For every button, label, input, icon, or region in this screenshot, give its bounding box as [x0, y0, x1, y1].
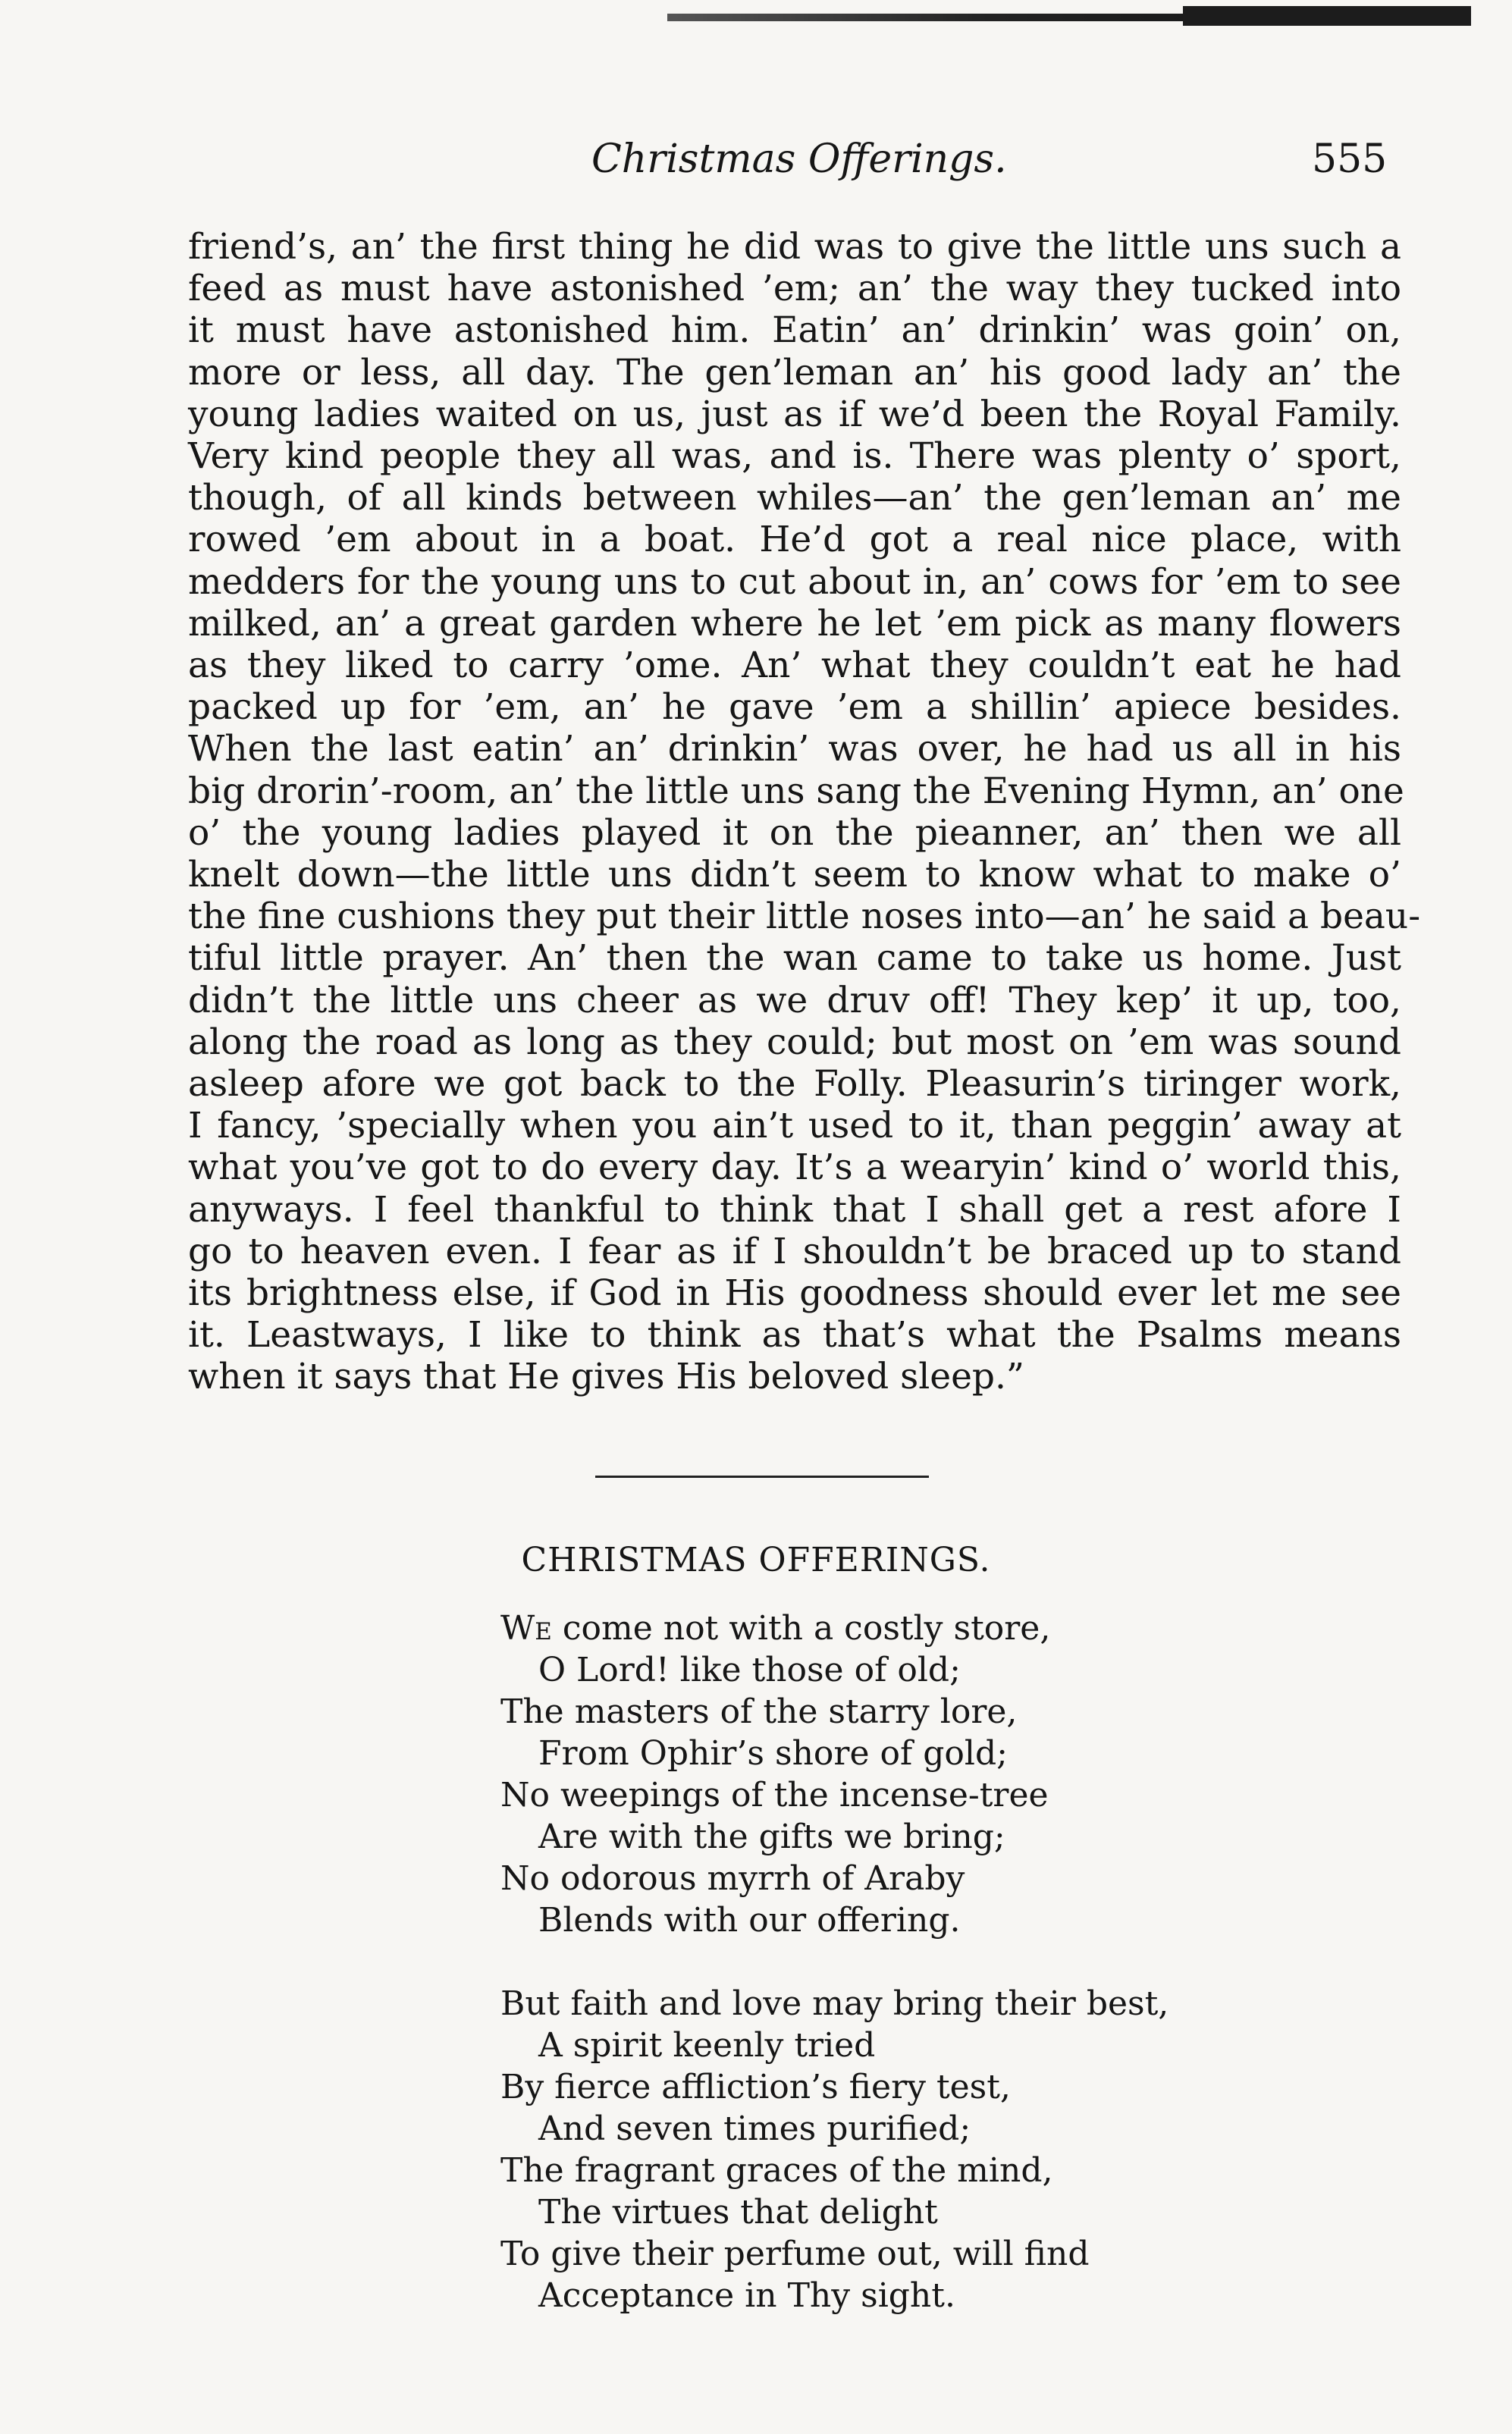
prose-line: though, of all kinds between whiles—an’ the gen’leman an’ me: [188, 477, 1401, 519]
poem-verse: By fierce affliction’s fiery test,: [500, 2068, 1011, 2106]
poem-verse: O Lord! like those of old;: [538, 1651, 961, 1689]
prose-line: didn’t the little uns cheer as we druv off! They kep’ it up, too,: [188, 979, 1401, 1021]
poem-verse: Acceptance in Thy sight.: [538, 2276, 955, 2315]
prose-line: anyways. I feel thankful to think that I shall get a rest afore I: [188, 1188, 1401, 1231]
prose-line: along the road as long as they could; but most on ’em was sound: [188, 1021, 1401, 1063]
prose-line: packed up for ’em, an’ he gave ’em a shillin’ apiece besides.: [188, 686, 1401, 729]
prose-line: young ladies waited on us, just as if we’d been the Royal Family.: [188, 393, 1401, 435]
prose-line: it. Leastways, I like to think as that’s what the Psalms means: [188, 1314, 1401, 1357]
prose-line: tiful little prayer. An’ then the wan came to take us home. Just: [188, 937, 1401, 980]
poem-verse: No odorous myrrh of Araby: [500, 1859, 965, 1898]
poem-verse: From Ophir’s shore of gold;: [538, 1734, 1008, 1773]
prose-line: friend’s, an’ the first thing he did was to give the little uns such a: [188, 226, 1401, 268]
prose-line: it must have astonished him. Eatin’ an’ drinkin’ was goin’ on,: [188, 309, 1401, 352]
running-title: Christmas Offerings.: [591, 136, 1007, 182]
prose-line: feed as must have astonished ’em; an’ the way they tucked into: [188, 268, 1401, 310]
prose-line: asleep afore we got back to the Folly. Pleasurin’s tiringer work,: [188, 1063, 1401, 1106]
prose-line: milked, an’ a great garden where he let ’em pick as many flowers: [188, 602, 1401, 645]
poem-verse: A spirit keenly tried: [538, 2026, 876, 2065]
prose-line: When the last eatin’ an’ drinkin’ was over, he had us all in his: [188, 728, 1401, 770]
prose-line: knelt down—the little uns didn’t seem to know what to make o’: [188, 854, 1401, 896]
poem-verse: The virtues that delight: [538, 2193, 938, 2232]
prose-line: the fine cushions they put their little noses into—an’ he said a beau-: [188, 895, 1421, 938]
prose-body: [188, 226, 1421, 1398]
stanza-break: [500, 1941, 1259, 1983]
poem-verse: Are with the gifts we bring;: [538, 1818, 1005, 1856]
prose-line: go to heaven even. I fear as if I shouldn’t be braced up to stand: [188, 1230, 1401, 1272]
prose-line: Very kind people they all was, and is. There was plenty o’ sport,: [188, 435, 1401, 478]
prose-line: what you’ve got to do every day. It’s a wearyin’ kind o’ world this,: [188, 1146, 1401, 1189]
poem-verse: The fragrant graces of the mind,: [500, 2151, 1053, 2190]
section-divider: [595, 1476, 929, 1478]
poem-verse: And seven times purified;: [538, 2109, 971, 2148]
initial-word: We: [500, 1609, 552, 1648]
verse-remainder: come not with a costly store,: [551, 1609, 1051, 1648]
prose-line: more or less, all day. The gen’leman an’ his good lady an’ the: [188, 351, 1401, 394]
prose-line: rowed ’em about in a boat. He’d got a real nice place, with: [188, 519, 1401, 561]
prose-line: I fancy, ’specially when you ain’t used to it, than peggin’ away at: [188, 1105, 1401, 1147]
top-edge-rule-heavy: [1183, 6, 1471, 26]
prose-line: big drorin’-room, an’ the little uns sang the Evening Hymn, an’ one: [188, 770, 1404, 812]
poem-verse: [500, 1608, 1259, 1649]
poem-verse: But faith and love may bring their best,: [500, 1984, 1169, 2023]
poem-title: CHRISTMAS OFFERINGS.: [521, 1541, 991, 1579]
prose-line: as they liked to carry ’ome. An’ what they couldn’t eat he had: [188, 645, 1401, 687]
prose-line: when it says that He gives His beloved sleep.”: [188, 1356, 1024, 1398]
poem-body: [500, 1608, 1259, 2316]
poem-verse: No weepings of the incense-tree: [500, 1776, 1049, 1815]
poem-verse: To give their perfume out, will find: [500, 2235, 1090, 2273]
page-number: 555: [1312, 136, 1388, 182]
prose-line: medders for the young uns to cut about in, an’ cows for ’em to see: [188, 560, 1401, 603]
poem-verse: Blends with our offering.: [538, 1901, 961, 1940]
prose-line: its brightness else, if God in His goodness should ever let me see: [188, 1272, 1401, 1315]
poem-verse: The masters of the starry lore,: [500, 1692, 1018, 1731]
prose-line: o’ the young ladies played it on the pieanner, an’ then we all: [188, 811, 1401, 854]
